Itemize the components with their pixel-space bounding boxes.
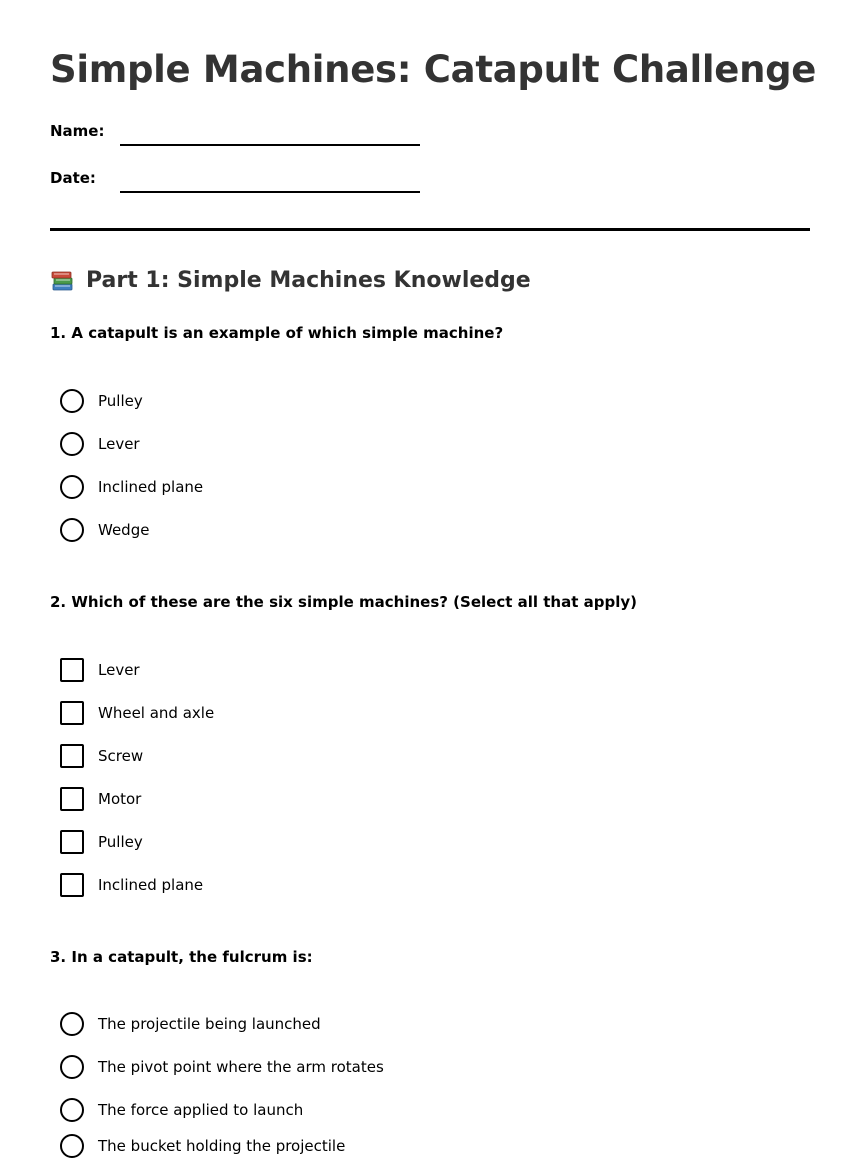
q3-option-force[interactable] (60, 1097, 303, 1123)
option-label: Wedge (98, 521, 150, 539)
checkbox[interactable] (60, 873, 84, 897)
option-label: Lever (98, 661, 140, 679)
name-label: Name: (50, 122, 105, 140)
radio-button[interactable] (60, 1012, 84, 1036)
q2-option-pulley[interactable] (60, 829, 143, 855)
q2-option-inclined-plane[interactable] (60, 872, 203, 898)
q1-option-inclined-plane[interactable] (60, 474, 203, 500)
option-label: Inclined plane (98, 478, 204, 496)
option-label: The force applied to launch (98, 1101, 304, 1119)
checkbox[interactable] (60, 744, 84, 768)
option-label: The bucket holding the projectile (98, 1137, 346, 1155)
radio-button[interactable] (60, 1134, 84, 1158)
question-2: 2. Which of these are the six simple machines? (Select all that apply) (50, 593, 637, 611)
name-field-row (50, 120, 430, 150)
q3-option-bucket[interactable] (60, 1133, 345, 1159)
q1-option-lever[interactable] (60, 431, 140, 457)
radio-button[interactable] (60, 518, 84, 542)
q1-option-wedge[interactable] (60, 517, 149, 543)
q2-option-wheel-and-axle[interactable] (60, 700, 214, 726)
radio-button[interactable] (60, 389, 84, 413)
option-label: Pulley (98, 392, 143, 410)
name-field[interactable] (120, 144, 420, 146)
section-divider (50, 228, 810, 231)
checkbox[interactable] (60, 658, 84, 682)
option-label: Motor (98, 790, 142, 808)
date-label: Date: (50, 169, 96, 187)
books-icon (50, 267, 76, 293)
date-field[interactable] (120, 191, 420, 193)
option-label: The pivot point where the arm rotates (98, 1058, 384, 1076)
q3-option-pivot-point[interactable] (60, 1054, 384, 1080)
question-3: 3. In a catapult, the fulcrum is: (50, 948, 313, 966)
radio-button[interactable] (60, 475, 84, 499)
q3-option-projectile[interactable] (60, 1011, 321, 1037)
question-1: 1. A catapult is an example of which simple machine? (50, 324, 504, 342)
radio-button[interactable] (60, 1055, 84, 1079)
q2-option-lever[interactable] (60, 657, 140, 683)
radio-button[interactable] (60, 1098, 84, 1122)
option-label: Wheel and axle (98, 704, 215, 722)
option-label: Lever (98, 435, 140, 453)
option-label: Inclined plane (98, 876, 204, 894)
option-label: The projectile being launched (98, 1015, 321, 1033)
q2-option-screw[interactable] (60, 743, 143, 769)
part1-heading (50, 267, 531, 293)
checkbox[interactable] (60, 701, 84, 725)
worksheet-title: Simple Machines: Catapult Challenge (50, 48, 817, 91)
checkbox[interactable] (60, 787, 84, 811)
date-field-row (50, 167, 430, 197)
option-label: Screw (98, 747, 144, 765)
q2-option-motor[interactable] (60, 786, 141, 812)
option-label: Pulley (98, 833, 143, 851)
q1-option-pulley[interactable] (60, 388, 143, 414)
checkbox[interactable] (60, 830, 84, 854)
radio-button[interactable] (60, 432, 84, 456)
part1-heading-text: Part 1: Simple Machines Knowledge (86, 267, 531, 293)
